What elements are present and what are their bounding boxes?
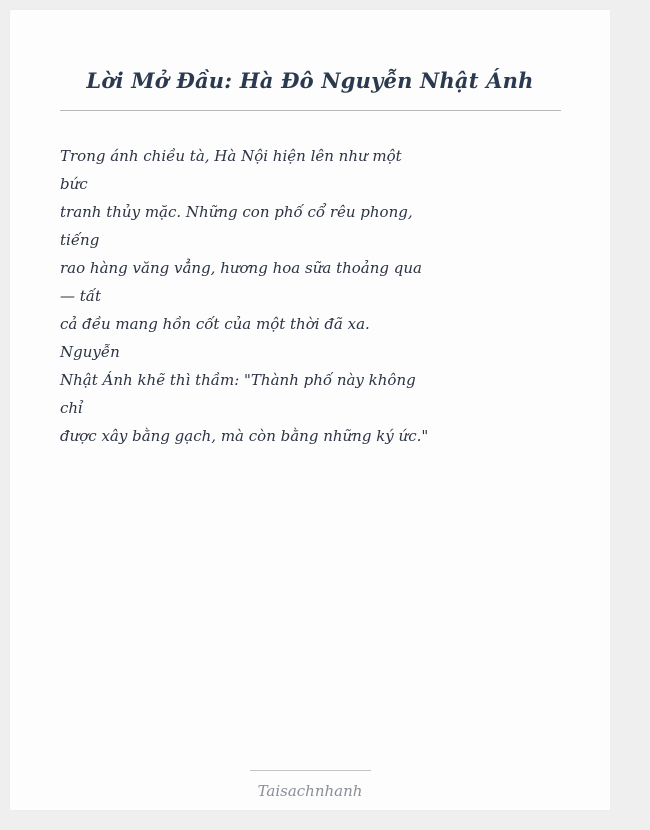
body-line: tiếng xyxy=(60,231,100,249)
document-page xyxy=(10,10,610,810)
body-line: chỉ xyxy=(60,399,83,417)
body-line: Nhật Ánh khẽ thì thầm: "Thành phố này không xyxy=(60,371,416,389)
page-title: Lời Mở Đầu: Hà Đô Nguyễn Nhật Ánh xyxy=(86,68,534,93)
body-line: rao hàng văng vẳng, hương hoa sữa thoảng qua xyxy=(60,259,422,277)
body-line: — tất xyxy=(60,287,102,305)
body-line: Nguyễn xyxy=(60,343,120,361)
body-line: Trong ánh chiều tà, Hà Nội hiện lên như một xyxy=(60,147,402,165)
body-line: tranh thủy mặc. Những con phố cổ rêu phong, xyxy=(60,203,413,221)
body-paragraph xyxy=(60,142,429,450)
body-line: cả đều mang hồn cốt của một thời đã xa. xyxy=(60,315,370,333)
title-divider xyxy=(60,110,561,111)
body-line: được xây bằng gạch, mà còn bằng những ký ức." xyxy=(60,427,429,445)
footer-brand: Taisachnhanh xyxy=(257,782,363,800)
body-line: bức xyxy=(60,175,88,193)
footer-divider xyxy=(250,770,371,771)
